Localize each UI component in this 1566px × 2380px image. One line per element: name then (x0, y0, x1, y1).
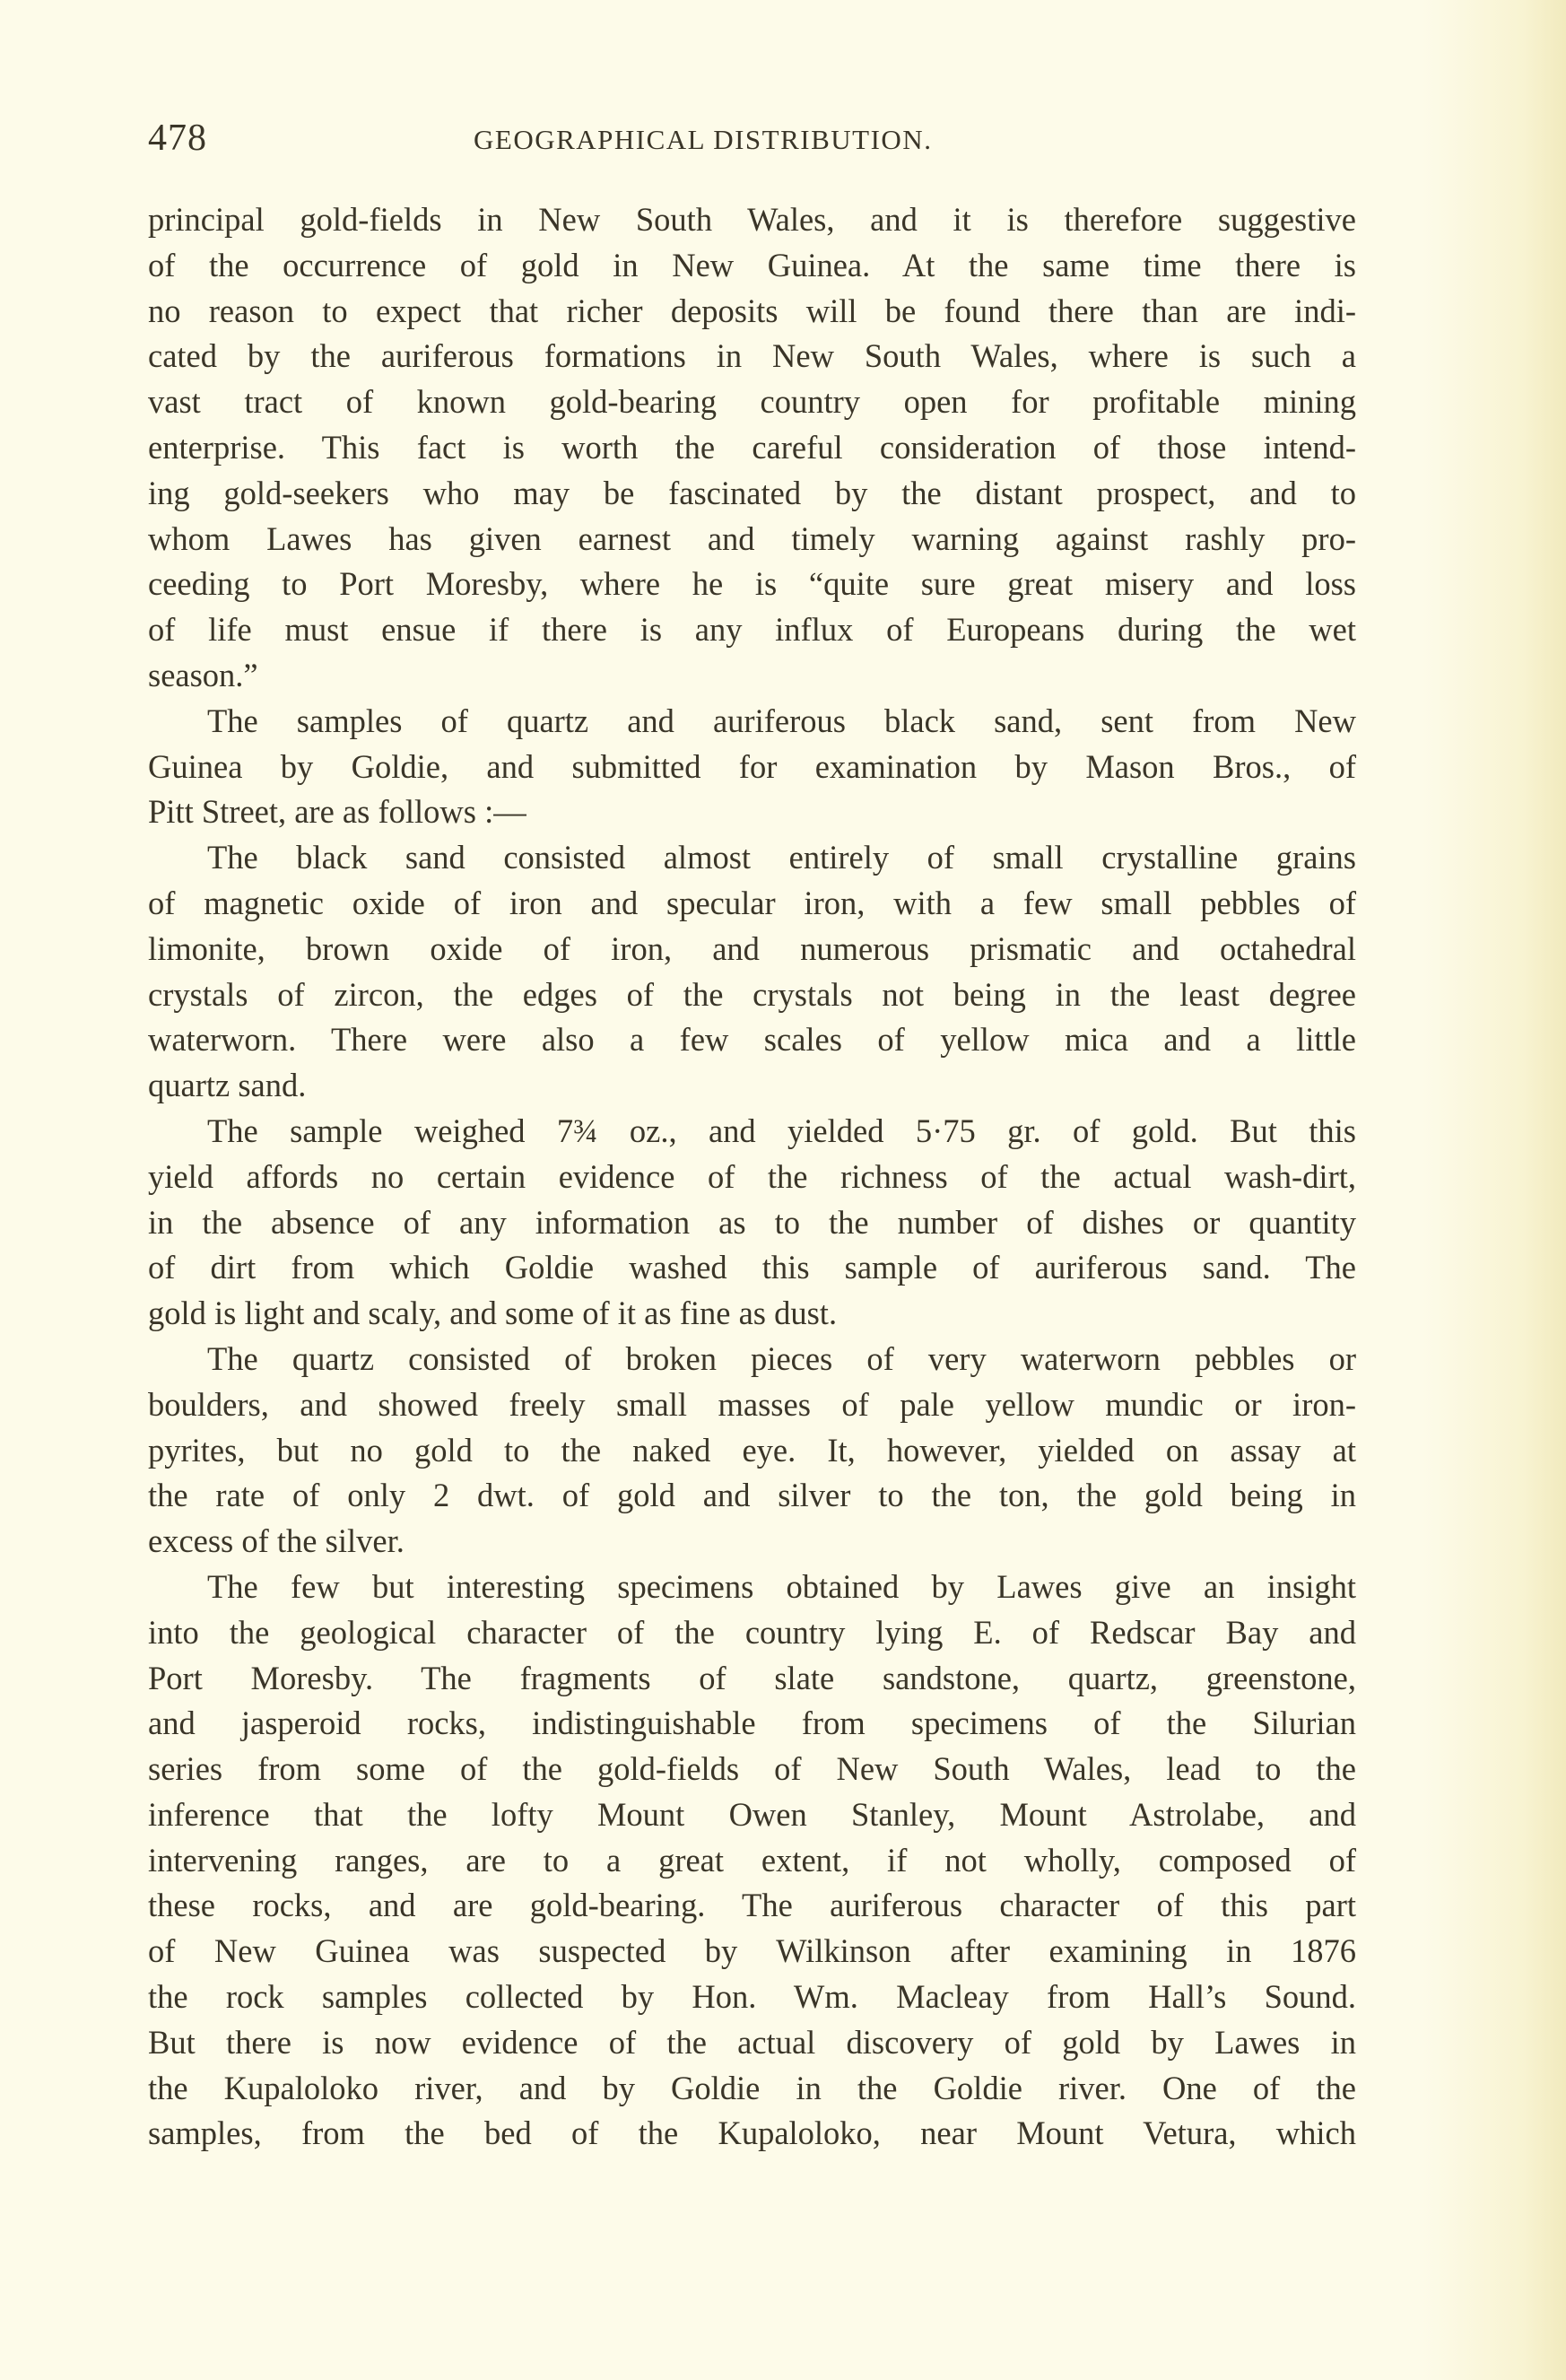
text-line: of magnetic oxide of iron and specular iron, with a few small pebbles of (148, 884, 1356, 921)
text-line: inference that the lofty Mount Owen Stanley, Mount Astrolabe, and (148, 1795, 1356, 1833)
text-line: in the absence of any information as to the number of dishes or quantity (148, 1203, 1356, 1241)
text-line: of New Guinea was suspected by Wilkinson after examining in 1876 (148, 1932, 1356, 1970)
text-line: intervening ranges, are to a great extent, if not wholly, composed of (148, 1841, 1356, 1879)
text-line: the Kupaloloko river, and by Goldie in the Goldie river. One of the (148, 2069, 1356, 2106)
paragraph (148, 197, 1356, 699)
text-line: The few but interesting specimens obtained by Lawes give an insight (207, 1567, 1356, 1605)
text-line: quartz sand. (148, 1067, 307, 1104)
text-line: ing gold-seekers who may be fascinated by the distant prospect, and to (148, 474, 1356, 511)
text-line: whom Lawes has given earnest and timely warning against rashly pro- (148, 519, 1356, 557)
page-header (148, 117, 1356, 170)
text-line: But there is now evidence of the actual discovery of gold by Lawes in (148, 2023, 1356, 2061)
text-line: crystals of zircon, the edges of the crystals not being in the least degree (148, 975, 1356, 1013)
paragraph (148, 1337, 1356, 1565)
text-line: Guinea by Goldie, and submitted for examination by Mason Bros., of (148, 747, 1356, 785)
text-line: enterprise. This fact is worth the careful consideration of those intend- (148, 428, 1356, 466)
text-line: of the occurrence of gold in New Guinea. At the same time there is (148, 246, 1356, 283)
text-line: cated by the auriferous formations in New South Wales, where is such a (148, 337, 1356, 375)
text-line: gold is light and scaly, and some of it as fine as dust. (148, 1295, 838, 1332)
page-edge-shading (1422, 0, 1566, 2380)
text-line: waterworn. There were also a few scales of yellow mica and a little (148, 1021, 1356, 1059)
text-line: of dirt from which Goldie washed this sample of auriferous sand. The (148, 1249, 1356, 1286)
text-line: yield affords no certain evidence of the richness of the actual wash-dirt, (148, 1157, 1356, 1195)
text-line: season.” (148, 656, 258, 693)
text-line: The black sand consisted almost entirely of small crystalline grains (207, 839, 1356, 876)
text-line: The sample weighed 7¾ oz., and yielded 5·75 gr. of gold. But this (207, 1112, 1356, 1149)
paragraph (148, 699, 1356, 835)
paragraph (148, 835, 1356, 1109)
text-line: Port Moresby. The fragments of slate sandstone, quartz, greenstone, (148, 1659, 1356, 1696)
text-line: principal gold-fields in New South Wales, and it is therefore suggestive (148, 201, 1356, 238)
text-line: these rocks, and are gold-bearing. The auriferous character of this part (148, 1887, 1356, 1924)
text-line: the rate of only 2 dwt. of gold and silver to the ton, the gold being in (148, 1477, 1356, 1514)
paragraph (148, 1109, 1356, 1337)
text-line: ceeding to Port Moresby, where he is “quite sure great misery and loss (148, 565, 1356, 603)
text-line: of life must ensue if there is any influx of Europeans during the wet (148, 611, 1356, 649)
paragraph (148, 1565, 1356, 2157)
text-line: The samples of quartz and auriferous black sand, sent from New (207, 702, 1356, 739)
text-line: no reason to expect that richer deposits will be found there than are indi- (148, 292, 1356, 329)
page-number: 478 (148, 118, 207, 159)
text-line: vast tract of known gold-bearing country open for profitable mining (148, 383, 1356, 421)
text-line: pyrites, but no gold to the naked eye. It, however, yielded on assay at (148, 1431, 1356, 1469)
text-line: boulders, and showed freely small masses of pale yellow mundic or iron- (148, 1385, 1356, 1423)
text-line: the rock samples collected by Hon. Wm. Macleay from Hall’s Sound. (148, 1978, 1356, 2016)
text-line: and jasperoid rocks, indistinguishable from specimens of the Silurian (148, 1704, 1356, 1742)
text-line: samples, from the bed of the Kupaloloko, near Mount Vetura, which (148, 2114, 1356, 2152)
body-text (148, 197, 1356, 2157)
text-line: limonite, brown oxide of iron, and numerous prismatic and octahedral (148, 929, 1356, 967)
text-line: The quartz consisted of broken pieces of very waterworn pebbles or (207, 1339, 1356, 1377)
text-line: Pitt Street, are as follows :— (148, 793, 526, 831)
text-line: into the geological character of the country lying E. of Redscar Bay and (148, 1613, 1356, 1651)
running-head: GEOGRAPHICAL DISTRIBUTION. (474, 124, 933, 155)
text-line: series from some of the gold-fields of New South Wales, lead to the (148, 1750, 1356, 1788)
text-line: excess of the silver. (148, 1522, 405, 1560)
